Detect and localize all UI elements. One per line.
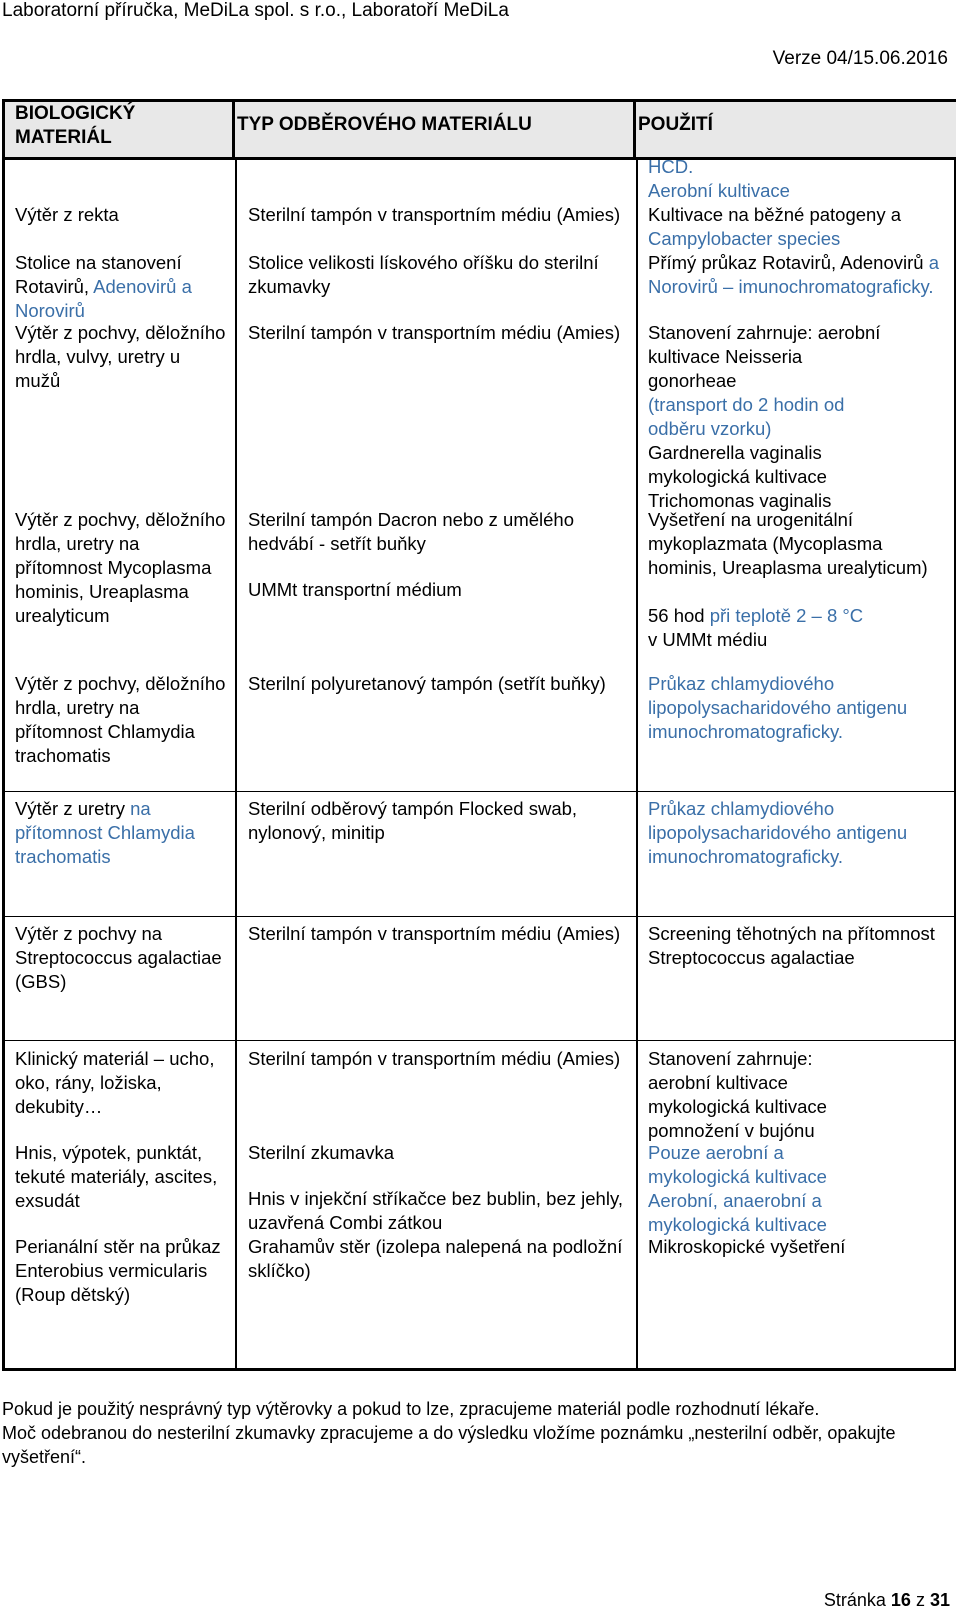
row1-sampling: Sterilní tampón v transportním médiu (Amies) — [248, 204, 621, 225]
row6-sampling: Sterilní odběrový tampón Flocked swab, nylonový, minitip — [248, 798, 578, 843]
row10-use: Mikroskopické vyšetření — [648, 1236, 846, 1257]
document-version: Verze 04/15.06.2016 — [772, 48, 948, 69]
row5-use: Průkaz chlamydiového lipopolysacharidového antigenu imunochromatograficky. — [648, 673, 908, 742]
specimen-table — [2, 99, 956, 1371]
row7-use: Screening těhotných na přítomnost Streptococcus agalactiae — [648, 923, 935, 968]
row5-sampling: Sterilní polyuretanový tampón (setřít buňky) — [248, 673, 606, 694]
row8-use: Stanovení zahrnuje: aerobní kultivace mykologická kultivace pomnožení v bujónu — [648, 1048, 827, 1141]
row7-material: Výtěr z pochvy na Streptococcus agalactiae (GBS) — [15, 923, 222, 992]
row6-material: Výtěr z uretry na přítomnost Chlamydia trachomatis — [15, 798, 195, 867]
column-divider — [235, 160, 237, 1368]
row4-sampling: Sterilní tampón Dacron nebo z umělého hedvábí - setřít buňky UMMt transportní médium — [248, 509, 574, 600]
footer-note: Moč odebranou do nesterilní zkumavky zpracujeme a do výsledku vložíme poznámku „nesterilní odběr, opakujte vyšetření“. — [2, 1423, 896, 1467]
column-header-use: POUŽITÍ — [636, 102, 956, 160]
row4-use: Vyšetření na urogenitální mykoplazmata (Mycoplasma hominis, Ureaplasma urealyticum) 56 hod při teplotě 2 – 8 °C v UMMt médiu — [648, 509, 928, 650]
row2-material: Stolice na stanovení Rotavirů, Adenovirů a Norovirů — [15, 252, 192, 321]
row10-material: Perianální stěr na průkaz Enterobius vermicularis (Roup dětský) — [15, 1236, 221, 1305]
row3-sampling: Sterilní tampón v transportním médiu (Amies) — [248, 322, 621, 343]
column-header-material: BIOLOGICKÝ MATERIÁL — [5, 102, 235, 160]
row2-sampling: Stolice velikosti lískového oříšku do sterilní zkumavky — [248, 252, 599, 297]
row9-sampling: Sterilní zkumavka Hnis v injekční stříkačce bez bublin, bez jehly, uzavřená Combi zátkou — [248, 1142, 623, 1233]
row9-use: Pouze aerobní a mykologická kultivace Aerobní, anaerobní a mykologická kultivace — [648, 1142, 827, 1235]
row-divider — [5, 791, 956, 792]
column-header-sampling: TYP ODBĚROVÉHO MATERIÁLU — [235, 102, 636, 160]
page-number: Stránka 16 z 31 — [823, 1590, 950, 1610]
row4-material: Výtěr z pochvy, děložního hrdla, uretry na přítomnost Mycoplasma hominis, Ureaplasma urealyticum — [15, 509, 226, 626]
row1-use: Kultivace na běžné patogeny a Campylobacter species — [648, 204, 902, 249]
row3-use: Stanovení zahrnuje: aerobní kultivace Neisseria gonorheae (transport do 2 hodin od odběru vzorku) Gardnerella vaginalis mykologická kultivace Trichomonas vaginalis — [648, 322, 881, 511]
row10-sampling: Grahamův stěr (izolepa nalepená na podložní sklíčko) — [248, 1236, 623, 1281]
use-aerobic-culture: Aerobní kultivace — [648, 180, 790, 201]
row9-material: Hnis, výpotek, punktát, tekuté materiály, ascites, exsudát — [15, 1142, 218, 1211]
row7-sampling: Sterilní tampón v transportním médiu (Amies) — [248, 923, 621, 944]
row5-material: Výtěr z pochvy, děložního hrdla, uretry na přítomnost Chlamydia trachomatis — [15, 673, 226, 766]
row3-material: Výtěr z pochvy, děložního hrdla, vulvy, uretry u mužů — [15, 322, 226, 391]
row6-use: Průkaz chlamydiového lipopolysacharidového antigenu imunochromatograficky. — [648, 798, 908, 867]
use-hcd: HCD. — [648, 156, 694, 177]
document-header-title: Laboratorní příručka, MeDiLa spol. s r.o., Laboratoří MeDiLa — [2, 0, 509, 21]
row8-sampling: Sterilní tampón v transportním médiu (Amies) — [248, 1048, 621, 1069]
row-divider — [5, 1040, 956, 1041]
row1-material: Výtěr z rekta — [15, 204, 119, 225]
row-divider — [5, 916, 956, 917]
footer-note: Pokud je použitý nesprávný typ výtěrovky a pokud to lze, zpracujeme materiál podle rozhodnutí lékaře. — [2, 1399, 820, 1419]
row2-use: Přímý průkaz Rotavirů, Adenovirů a Norovirů – imunochromatograficky. — [648, 252, 939, 297]
row8-material: Klinický materiál – ucho, oko, rány, ložiska, dekubity… — [15, 1048, 215, 1117]
footer-notes — [2, 1397, 952, 1469]
column-divider — [636, 160, 638, 1368]
